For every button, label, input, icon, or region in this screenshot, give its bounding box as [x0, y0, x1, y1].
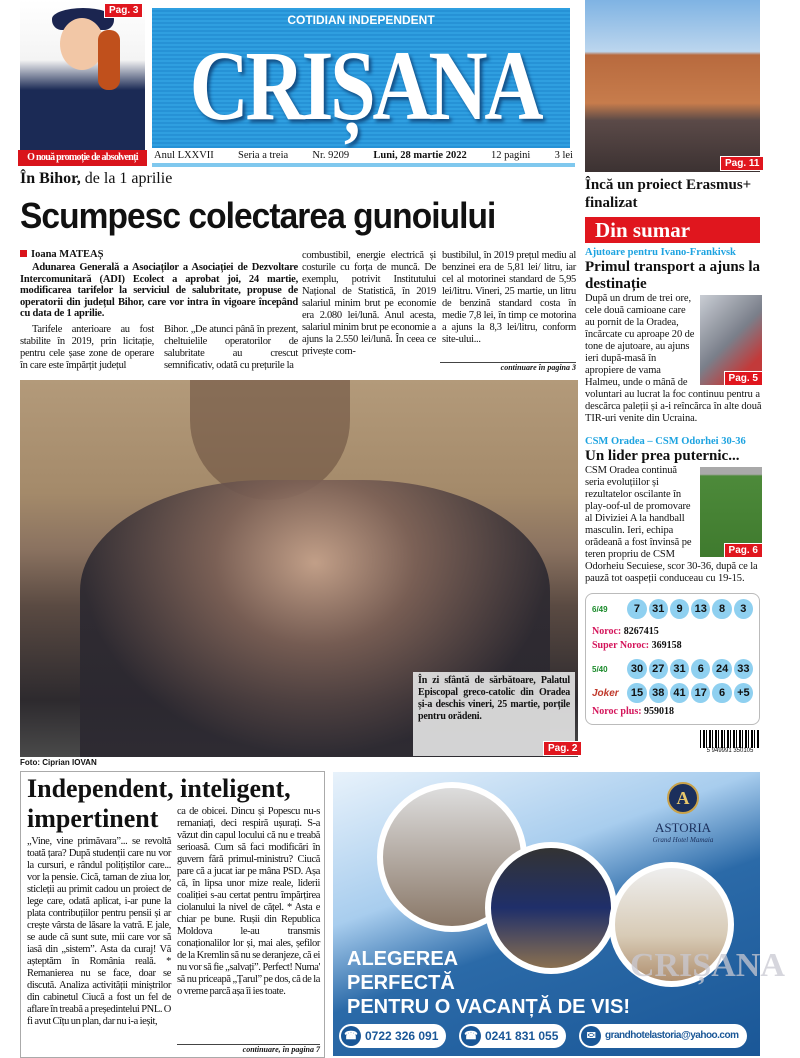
summary-kicker: CSM Oradea – CSM Odorhei 30-36	[585, 436, 746, 447]
page-badge[interactable]: Pag. 6	[724, 543, 762, 558]
email-address: grandhotelastoria@yahoo.com	[605, 1030, 739, 1041]
slogan-line: PERFECTĂ	[347, 972, 455, 994]
super-noroc	[592, 639, 753, 653]
phone-pill[interactable]	[339, 1024, 446, 1048]
masthead-name: CRIȘANA	[189, 30, 541, 141]
lottery-results	[585, 593, 760, 725]
masthead-tagline: COTIDIAN INDEPENDENT	[287, 13, 435, 27]
masthead[interactable]	[152, 8, 570, 148]
aid-truck-photo[interactable]	[700, 295, 762, 385]
bullet-icon	[20, 250, 27, 257]
ball: 30	[627, 659, 646, 679]
phone-number: 0241 831 055	[485, 1029, 559, 1043]
article-column: Tarifele anterioare au fost stabilite în 2019, prin licitație, pentru cele șase zone de operare în care este împărțit județul	[20, 323, 154, 371]
summary-text-part: CSM Oradea continuă seria evoluțiilor și rezultatelor oscilante în play-oof-ul de promovare al Diviziei A la handball masculin. Ieri, echipa orădeană a fost învinsă pe teren propriu de CSM Odorheiu Secuiese, scor 30-36, după	[585, 465, 737, 572]
ball: 38	[649, 683, 668, 703]
continued-link[interactable]: continuare în pagina 3	[440, 362, 576, 373]
ad-slogan	[347, 947, 630, 1019]
editorial-title-text: Independent, inteligent, impertinent	[27, 774, 291, 833]
ball: 3	[734, 599, 753, 619]
noroc-plus	[592, 705, 753, 719]
label: Noroc:	[592, 626, 622, 637]
page-count: 12 pagini	[490, 150, 531, 161]
continued-link[interactable]: continuare, în pagina 7	[177, 1044, 320, 1055]
year: Anul LXXVII	[154, 150, 214, 161]
summary-text-part: După un drum de trei ore, cele două camioane care au pornit de la Oradea, încărcate cu aproape 20 de tone de ajutoare, au ajuns ieri după-masă în apropiere de vama Halmeu, unde o mână de	[585, 293, 695, 388]
value: 369158	[651, 640, 682, 651]
ball: 24	[712, 659, 731, 679]
lead-headline[interactable]: Scumpesc colectarea gunoiului	[20, 195, 496, 236]
ball: 41	[670, 683, 689, 703]
ball: 6	[691, 659, 710, 679]
barcode	[700, 730, 760, 754]
ball: 7	[627, 599, 646, 619]
ball: 31	[670, 659, 689, 679]
phone-icon: ☎	[461, 1026, 481, 1046]
page-badge[interactable]: Pag. 5	[724, 371, 762, 386]
issue-info-bar	[152, 150, 575, 167]
email-pill[interactable]	[579, 1024, 747, 1048]
phone-number: 0722 326 091	[365, 1029, 439, 1043]
summary-header: Din sumar	[585, 217, 760, 243]
lead-kicker	[20, 170, 172, 188]
summary-headline[interactable]: Primul transport a ajuns la destinație	[585, 259, 761, 292]
price: 3 lei	[554, 150, 573, 161]
issue-date: Luni, 28 martie 2022	[373, 150, 467, 161]
erasmus-photo[interactable]	[585, 0, 760, 172]
barcode-number: 5 949991 350105	[700, 748, 760, 755]
ball: 17	[691, 683, 710, 703]
ball: 33	[734, 659, 753, 679]
astoria-emblem: A	[667, 782, 699, 814]
summary-text-part: voluntari au lucrat la foc continuu pentru a descărca paleții și a-i reîncărca în alte două TIR-uri venite din Ucraina.	[585, 389, 762, 424]
slogan-line: PENTRU O VACANȚĂ DE VIS!	[347, 996, 630, 1018]
summary-item[interactable]	[585, 435, 762, 585]
page-badge[interactable]: Pag. 3	[104, 3, 143, 18]
ball: 31	[649, 599, 668, 619]
hair	[98, 30, 120, 90]
watermark: CRIȘANA	[630, 947, 785, 984]
value: 8267415	[623, 626, 659, 637]
phone-icon: ☎	[341, 1026, 361, 1046]
article-column: Bihor. „De atunci până în prezent, cheltuielile operatorilor de salubritate au crescut semnificativ, odată cu prețurile la	[164, 323, 298, 371]
label: Noroc plus:	[592, 706, 642, 717]
phone-pill[interactable]	[459, 1024, 566, 1048]
page-badge[interactable]: Pag. 11	[720, 156, 764, 171]
article-columns	[20, 324, 298, 372]
lotto-649-logo: 6/49	[592, 604, 608, 614]
brand-name: ASTORIA	[654, 820, 712, 835]
photo-caption: În zi sfântă de sărbătoare, Palatul Episcopal greco-catolic din Oradea și-a deschis vineri, 25 martie, porțile pentru orădeni.	[413, 672, 575, 756]
author	[20, 249, 298, 261]
erasmus-headline[interactable]: Încă un proiect Erasmus+ finalizat	[585, 177, 752, 211]
astoria-logo	[638, 782, 728, 844]
ball: 13	[691, 599, 710, 619]
handball-photo[interactable]	[700, 467, 762, 557]
mail-icon: ✉	[581, 1026, 601, 1046]
issue-number: Nr. 9209	[312, 150, 350, 161]
photo-credit: Foto: Ciprian IOVAN	[20, 758, 97, 767]
author-name: Ioana MATEAȘ	[31, 249, 104, 260]
ball: 8	[712, 599, 731, 619]
lotto-649-row	[592, 599, 753, 619]
ball: 15	[627, 683, 646, 703]
lead-article-left	[20, 249, 298, 372]
editorial-column: „Vine, vine primăvara”... se revoltă toată țara? După studenții care nu vor la cursuri, e rândul polițiștilor care... vor la pensie. Cică, taman de ziua lor, sticleții au primit cadou un proiect de lege care, odată aplicat, i-ar pune la plata contribuțiilor pentru pensii și ar crește vârsta de lăsare la vatră. E jale, se aude că sunt sute, mii care vor să iasă din „sistem”. Asta da curaj! Vă așteptăm în România reală. * Remanierea nu se face, doar se discută. Analiza activității miniștrilor din cabinetul Ciucă a fost un fel de aflare în treabă a președintelui PNL. O fi avut Cîțu un plan, dar nu i-a ieșit,	[27, 836, 171, 1027]
slogan-line: ALEGEREA	[347, 948, 459, 970]
summary-item[interactable]	[585, 246, 762, 425]
noroc	[592, 625, 753, 639]
lead-paragraph: Adunarea Generală a Asociaților a Asociației de Dezvoltare Intercomunitară (ADI) Ecolect a aprobat joi, 24 martie, modificarea tarifelor la serviciul de salubritate, propuse de operatorii din județul Bihor, care vor intra în vigoare începând cu data de 1 aprilie.	[20, 262, 298, 319]
summary-text-part: ce la pauză tot oaspeții conduceau cu 19-15.	[585, 561, 758, 584]
promo-banner[interactable]: O nouă promoție de absolvenți	[18, 150, 147, 166]
label: Super Noroc:	[592, 640, 650, 651]
ball: 6	[712, 683, 731, 703]
ball: 27	[649, 659, 668, 679]
brand-sub: Grand Hotel Mamaia	[652, 836, 714, 844]
value: 959018	[644, 706, 675, 717]
lotto-540-row	[592, 659, 753, 679]
editorial-box	[20, 771, 325, 1058]
article-column: combustibil, energie electrică și costurile cu forța de muncă. De exemplu, potrivit Institutului Național de Statistică, în 2019 salariul minim brut pe economie era 2.080 lei/lună. Anul acesta, salariul minim brut pe economie a ajuns la 2.550 lei/lună. În ceea ce privește com-	[302, 250, 436, 357]
kicker-rest: de la 1 aprilie	[80, 170, 173, 187]
ball: +5	[734, 683, 753, 703]
joker-logo: Joker	[592, 687, 619, 699]
joker-row	[592, 683, 753, 703]
hotel-advertisement[interactable]	[333, 772, 760, 1056]
sidebar-summary	[585, 246, 762, 754]
editorial-column: ca de obicei. Dincu și Popescu nu-s remaniați, deci respiră ușurați. S-a văzut din capul locului că nu e treabă serioasă. Cum să faci modificări în guvern fără primul-ministru? Ciucă pare că a jucat iar pe mâna PSD. Așa că, în lipsa unor mize reale, liderii coaliției s-au certat pentru împărțirea ciolanului la nivel de cățel. * Asta e chiar pe bune. Rușii din Republica Moldova le-au transmis conaționalilor lor și, mai ales, șefilor de la Kremlin să nu se deranjeze, că ei nu vor să fie „salvați”. Perfect! Numa' să nu priceapă „Țarul” pe dos, că de la o vreme parcă așa îi ies toate.	[177, 806, 320, 997]
kicker-bold: În Bihor,	[20, 170, 81, 187]
officer-photo[interactable]	[20, 0, 145, 150]
series: Seria a treia	[238, 150, 289, 161]
summary-kicker: Ajutoare pentru Ivano-Frankivsk	[585, 247, 736, 258]
ball: 9	[670, 599, 689, 619]
page-badge[interactable]: Pag. 2	[543, 741, 582, 756]
lotto-540-logo: 5/40	[592, 664, 608, 674]
article-column: bustibilul, în 2019 prețul mediu al benzinei era de 5,81 lei/ litru, iar cel al motorinei standard de 5,95 lei/litru. Vineri, 25 martie, un litru de benzină standard costa în medie 7,8 lei, în timp ce motorina a ajuns la 8,3 lei/litru, conform site-ului...	[442, 250, 576, 345]
summary-headline[interactable]: Un lider prea puternic...	[585, 448, 740, 464]
